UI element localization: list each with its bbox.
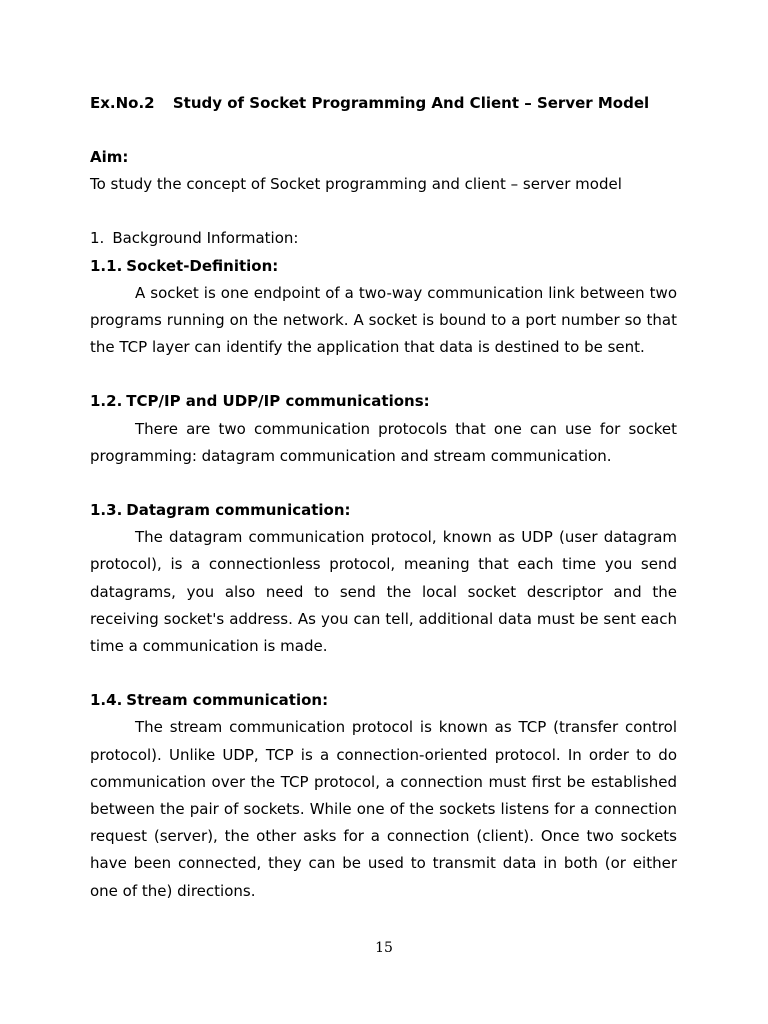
exercise-number: Ex.No.2	[90, 94, 155, 112]
section-heading-socket-definition	[90, 253, 677, 280]
section-number: 1.3.	[90, 501, 123, 520]
aim-text: To study the concept of Socket programming and client – server model	[90, 175, 622, 194]
document-page	[90, 90, 677, 905]
page-number: 15	[375, 940, 393, 956]
section-body-socket-definition: A socket is one endpoint of a two-way communication link between two programs running on the network. A socket is bound to a port number so that the TCP layer can identify the application that data is destined to be sent.	[90, 283, 677, 357]
section-number: 1.4.	[90, 691, 123, 710]
background-number: 1.	[90, 229, 105, 248]
aim-label: Aim:	[90, 148, 129, 166]
section-body-datagram: The datagram communication protocol, known as UDP (user datagram protocol), is a connectionless protocol, meaning that each time you send datagrams, you also need to send the local socket descriptor and the receiving socket's address. As you can tell, additional data must be sent each time a communication is made.	[90, 528, 677, 656]
section-heading-datagram	[90, 497, 677, 524]
section-title: Datagram communication:	[126, 501, 351, 520]
background-label: Background Information:	[112, 229, 299, 248]
page-title	[90, 90, 677, 117]
section-heading-tcp-udp	[90, 388, 677, 415]
background-heading	[90, 225, 677, 252]
section-body-stream: The stream communication protocol is known as TCP (transfer control protocol). Unlike UDP, TCP is a connection-oriented protocol. In order to do communication over the TCP protocol, a connection must first be established between the pair of sockets. While one of the sockets listens for a connection request (server), the other asks for a connection (client). Once two sockets have been connected, they can be used to transmit data in both (or either one of the) directions.	[90, 718, 677, 900]
section-body-tcp-udp: There are two communication protocols that one can use for socket programming: datagram communication and stream communication.	[90, 419, 677, 465]
spacer	[90, 361, 677, 388]
section-title: Socket-Definition:	[126, 256, 279, 275]
spacer	[90, 470, 677, 497]
section-number: 1.1.	[90, 256, 123, 275]
exercise-title: Study of Socket Programming And Client – Server Model	[172, 94, 650, 112]
section-title: Stream communication:	[126, 691, 329, 710]
section-heading-stream	[90, 687, 677, 714]
spacer	[90, 660, 677, 687]
section-title: TCP/IP and UDP/IP communications:	[126, 392, 430, 411]
section-number: 1.2.	[90, 392, 123, 411]
